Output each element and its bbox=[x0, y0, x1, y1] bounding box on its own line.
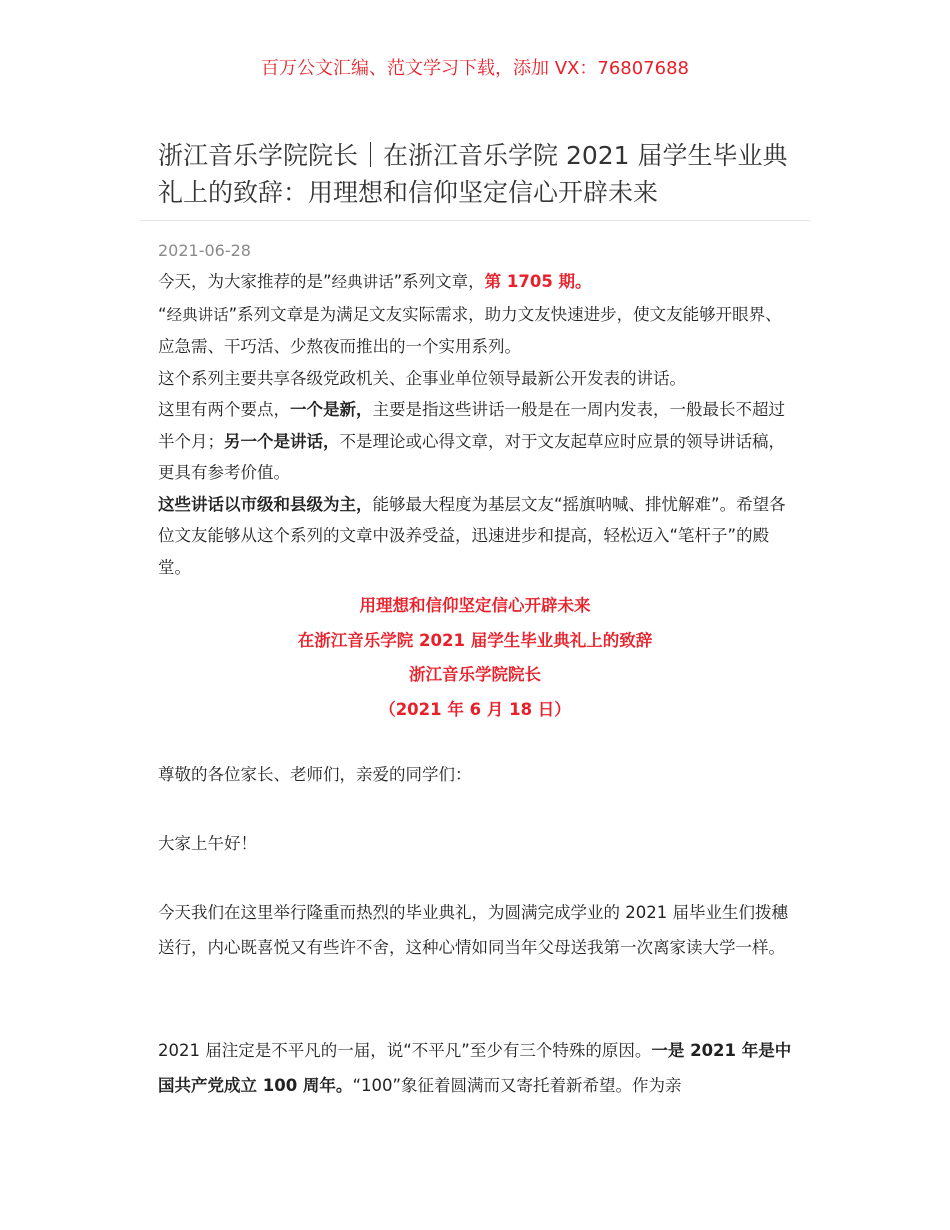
intro-paragraph-4 bbox=[158, 394, 794, 489]
paragraph-text-part: 2021 届注定是不平凡的一届，说“不平凡”至少有三个特殊的原因。 bbox=[158, 1041, 652, 1060]
speech-heading bbox=[0, 589, 950, 727]
speech-date: （2021 年 6 月 18 日） bbox=[379, 699, 571, 719]
salutation-text: 尊敬的各位家长、老师们，亲爱的同学们： bbox=[158, 765, 472, 784]
intro-text: 今天，为大家推荐的是” bbox=[158, 272, 332, 291]
intro-text: ”系列文章， bbox=[393, 272, 485, 291]
intro-paragraph-5 bbox=[158, 489, 794, 584]
intro-text: 这里有两个要点， bbox=[158, 400, 290, 419]
series-name: 经典讲话 bbox=[331, 273, 394, 291]
paragraph-text: 今天我们在这里举行隆重而热烈的毕业典礼，为圆满完成学业的 2021 届毕业生们拨穗送行，内心既喜悦又有些许不舍，这种心情如同当年父母送我第一次离家读大学一样。 bbox=[158, 903, 788, 957]
speech-greeting bbox=[158, 827, 794, 862]
intro-text: 不是理论或心得文章，对于文友起草应时应景的领导讲话稿，更具有参考价值。 bbox=[158, 431, 785, 482]
paragraph-text bbox=[158, 1034, 794, 1103]
paragraph-text-part: “100”象征着圆满而又寄托着新希望。作为亲 bbox=[352, 1075, 682, 1095]
speech-paragraph-1 bbox=[158, 896, 794, 965]
intro-text: 能够最大程度为基层文友“摇旗呐喊、排忧解难”。希望各位文友能够从这个系列的文章中汲养受益，迅速进步和提高，轻松迈入“笔杆子”的殿堂。 bbox=[158, 494, 786, 577]
intro-paragraph-3: 这个系列主要共享各级党政机关、企事业单位领导最新公开发表的讲话。 bbox=[158, 368, 686, 388]
speech-title: 用理想和信仰坚定信心开辟未来 bbox=[359, 596, 591, 615]
intro-section bbox=[158, 266, 794, 583]
key-point-3: 这些讲话以市级和县级为主， bbox=[158, 494, 373, 514]
publish-date: 2021-06-28 bbox=[158, 241, 251, 260]
speech-paragraph-2 bbox=[158, 1034, 794, 1103]
key-point-1: 一个是新， bbox=[290, 400, 373, 419]
intro-text: ”系列文章是为满足文友实际需求，助力文友快速进步，使文友能够开眼界、应急需、干巧活、少熬夜而推出的一个实用系列。 bbox=[158, 304, 782, 356]
intro-paragraph-2 bbox=[158, 299, 794, 363]
speech-salutation bbox=[158, 758, 794, 793]
intro-text: 主要是指这些讲话一般是在一周内发表，一般最长不超过半个月； bbox=[158, 400, 785, 451]
title-divider bbox=[140, 220, 810, 221]
point-one: 一是 2021 年是中国共产党成立 100 周年。 bbox=[158, 1041, 792, 1095]
series-name: 经典讲话 bbox=[166, 305, 229, 324]
speaker: 浙江音乐学院院长 bbox=[409, 665, 541, 684]
intro-text: “ bbox=[158, 304, 167, 324]
watermark-banner: 百万公文汇编、范文学习下载，添加 VX：76807688 bbox=[261, 58, 689, 79]
greeting-text: 大家上午好！ bbox=[158, 834, 257, 853]
key-point-2: 另一个是讲话， bbox=[224, 431, 340, 451]
article-title: 浙江音乐学院院长｜在浙江音乐学院 2021 届学生毕业典礼上的致辞：用理想和信仰坚定信心开辟未来 bbox=[158, 141, 788, 207]
issue-number: 第 1705 期。 bbox=[484, 272, 592, 291]
speech-subtitle: 在浙江音乐学院 2021 届学生毕业典礼上的致辞 bbox=[297, 630, 653, 650]
intro-paragraph-1 bbox=[158, 266, 794, 299]
